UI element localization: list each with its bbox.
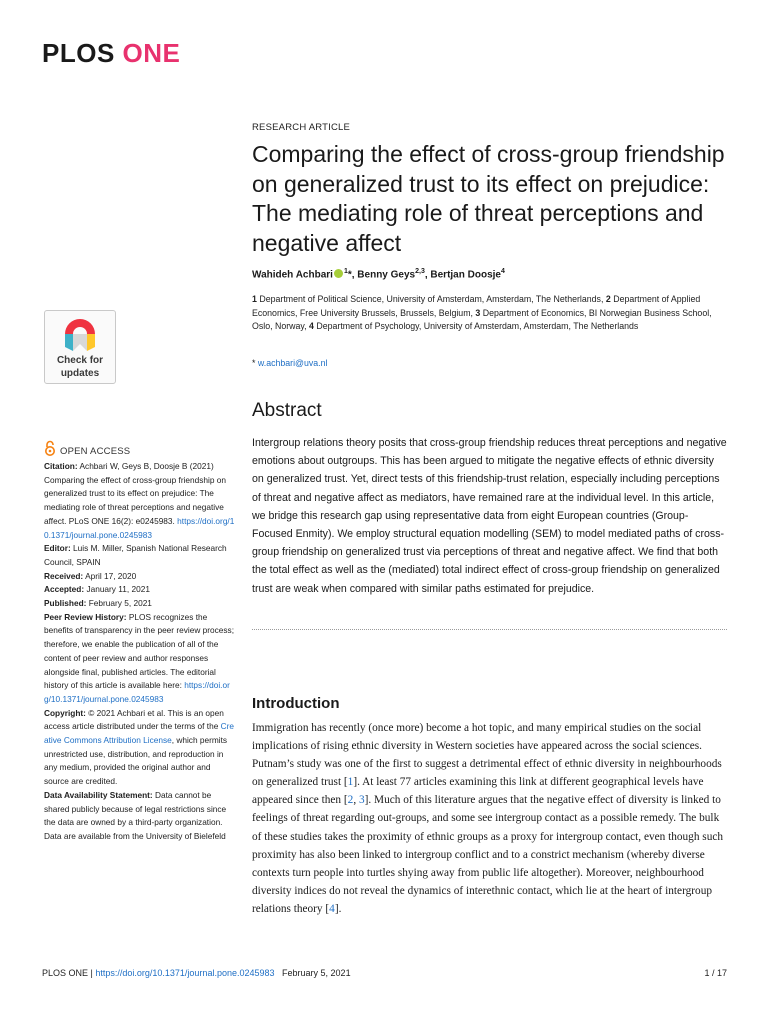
citation-label: Citation: [44, 461, 78, 471]
check-for-updates-line1: Check for [56, 355, 104, 366]
article-type: RESEARCH ARTICLE [252, 122, 351, 133]
affil-text: Department of Applied Economics, Free University Brussels, Brussels, Belgium, [252, 294, 701, 318]
affil-num: 4 [309, 321, 314, 331]
introduction-heading: Introduction [252, 695, 340, 712]
corresponding-star: * [347, 269, 352, 281]
footer-date: February 5, 2021 [282, 968, 351, 978]
received-label: Received: [44, 570, 84, 581]
affil-text: Department of Political Science, University of Amsterdam, Amsterdam, The Netherlands, [259, 294, 604, 304]
email-link[interactable]: w.achbari@uva.nl [257, 358, 328, 368]
crossmark-icon [63, 317, 97, 353]
published-label: Published: [44, 598, 87, 609]
reference-link[interactable]: 1 [347, 776, 354, 789]
intro-text: Immigration has recently (once more) become a hot topic, and many empirical studies on the social implications of rising ethnic diversity in Western societies have appeared across the social sciences. Putnam’s study was one of the first to suggest a detrimental effect of ethnic diversity in neighbourhoods on generalized trust [ [252, 722, 722, 789]
footer-doi-link[interactable]: https://doi.org/10.1371/journal.pone.0245983 [95, 968, 275, 978]
intro-text: , [353, 794, 359, 807]
author-doosje-affil: 4 [500, 268, 505, 275]
copyright-block [44, 707, 236, 789]
check-for-updates-badge[interactable] [44, 310, 116, 384]
copyright-label: Copyright: [44, 707, 86, 718]
corresponding-email [252, 358, 727, 368]
affil-num: 1 [252, 294, 257, 304]
data-availability-label: Data Availability Statement: [44, 789, 153, 800]
received-block [44, 570, 236, 584]
reference-link[interactable]: 3 [358, 794, 365, 807]
affiliations [252, 293, 727, 334]
copyright-text-cont: , which permits unrestricted use, distribution, and reproduction in any medium, provided the original author and source are credited. [44, 735, 228, 787]
logo-one: ONE [122, 38, 181, 68]
cc-license-link[interactable]: Creative Commons Attribution License [44, 721, 235, 746]
intro-text: ]. [334, 902, 342, 915]
abstract-heading: Abstract [252, 400, 322, 421]
copyright-text: © 2021 Achbari et al. This is an open access article distributed under the terms of the [44, 707, 224, 732]
logo-plos: PLOS [42, 38, 115, 68]
article-title: Comparing the effect of cross-group friendship on generalized trust to its effect on prejudice: The mediating role of threat perceptions and negative affect [252, 141, 725, 256]
article-sidebar [44, 440, 236, 844]
published-date: February 5, 2021 [88, 598, 152, 609]
open-access-label: OPEN ACCESS [60, 446, 131, 457]
abstract-text: Intergroup relations theory posits that cross-group friendship reduces threat perceptions and negative emotions about outgroups. This has been argued to mitigate the negative effects of ethnic diversity on generalized trust. Yet, direct tests of this friendship-trust relation, especially including perceptions of threat and negative affect as mediators, have remained rare at the individual level. In this article, we bridge this research gap using representative data from eight European countries (Group-Focused Enmity). We employ structural equation modelling (SEM) to model mediated paths of cross-group friendship on generalized trust via perceptions of threat and negative affect. We find that both the total effect as well as the (mediated) total indirect effect of cross-group friendship on generalized trust are weak when compared with similar paths estimated for prejudice. [252, 437, 727, 595]
author-geys[interactable]: , Benny Geys [351, 269, 416, 281]
editor-label: Editor: [44, 543, 71, 554]
author-geys-affil: 2,3 [415, 268, 425, 275]
accepted-label: Accepted: [44, 584, 85, 595]
editor-block [44, 542, 236, 569]
affil-text: Department of Economics, BI Norwegian Business School, Oslo, Norway, [252, 307, 712, 331]
author-doosje[interactable]: , Bertjan Doosje [424, 269, 501, 281]
intro-text: ]. At least 77 articles examining this link at different geographical levels have appeared since then [ [252, 776, 704, 807]
open-access-badge [44, 440, 236, 458]
data-availability-text: Data cannot be shared publicly because of legal restrictions since the data are owned by a third-party organization. Data are available from the University of Bielefeld [44, 789, 227, 841]
accepted-block [44, 583, 236, 597]
author-achbari[interactable]: Wahideh Achbari [252, 269, 333, 281]
accepted-date: January 11, 2021 [86, 584, 150, 595]
affil-text: Department of Psychology, University of Amsterdam, Amsterdam, The Netherlands [316, 321, 639, 331]
page-footer [42, 968, 727, 978]
published-block [44, 597, 236, 611]
affil-num: 2 [605, 294, 611, 304]
editor-text: Luis M. Miller, Spanish National Research Council, SPAIN [44, 543, 227, 567]
footer-separator: | [88, 968, 96, 978]
citation-block [44, 460, 236, 542]
citation-doi-link[interactable]: https://doi.org/10.1371/journal.pone.0245983 [44, 515, 235, 540]
orcid-icon[interactable] [334, 269, 343, 278]
author-achbari-affil: 1 [343, 268, 348, 275]
peer-review-doi-link[interactable]: https://doi.org/10.1371/journal.pone.0245983 [44, 680, 230, 704]
peer-review-text: PLOS recognizes the benefits of transparency in the peer review process; therefore, we enable the publication of all of the content of peer review and author responses alongside final, published articles. The editorial history of this article is available here: [44, 611, 235, 691]
intro-text: ]. Much of this literature argues that the negative effect of diversity is linked to feelings of threat regarding out-groups, and some see intergroup contact as a possible remedy. The bulk of these studies takes the proximity of ethnic groups as a proxy for intergroup contact, even though such proximity has also been linked to intergroup conflict and to a constrict mechanism (whereby diverse contexts turn people into turtles shying away from public life altogether). Moreover, neighbourhood diversity indices do not reveal the dynamics of interethnic contact, which lie at the heart of intergroup relations theory [ [252, 794, 724, 915]
introduction-paragraph [252, 719, 727, 918]
data-availability-block [44, 789, 236, 844]
page-number: 1 / 17 [704, 968, 727, 978]
peer-review-block [44, 611, 236, 707]
journal-logo [42, 38, 180, 69]
author-list [252, 268, 727, 280]
reference-link[interactable]: 2 [347, 794, 354, 807]
affil-num: 3 [475, 307, 481, 318]
email-star: * [252, 358, 256, 368]
footer-journal: PLOS ONE [42, 968, 89, 978]
abstract-divider [252, 629, 727, 630]
citation-text: Achbari W, Geys B, Doosje B (2021) Comparing the effect of cross-group friendship on generalized trust to its effect on prejudice: The mediating role of threat perceptions and negative affect. PLoS ONE 16(2): e0245983. [44, 461, 227, 526]
peer-review-label: Peer Review History: [44, 611, 127, 622]
received-date: April 17, 2020 [85, 570, 137, 581]
open-lock-icon [44, 440, 56, 456]
check-for-updates-line2: updates [60, 368, 100, 379]
reference-link[interactable]: 4 [329, 902, 335, 915]
